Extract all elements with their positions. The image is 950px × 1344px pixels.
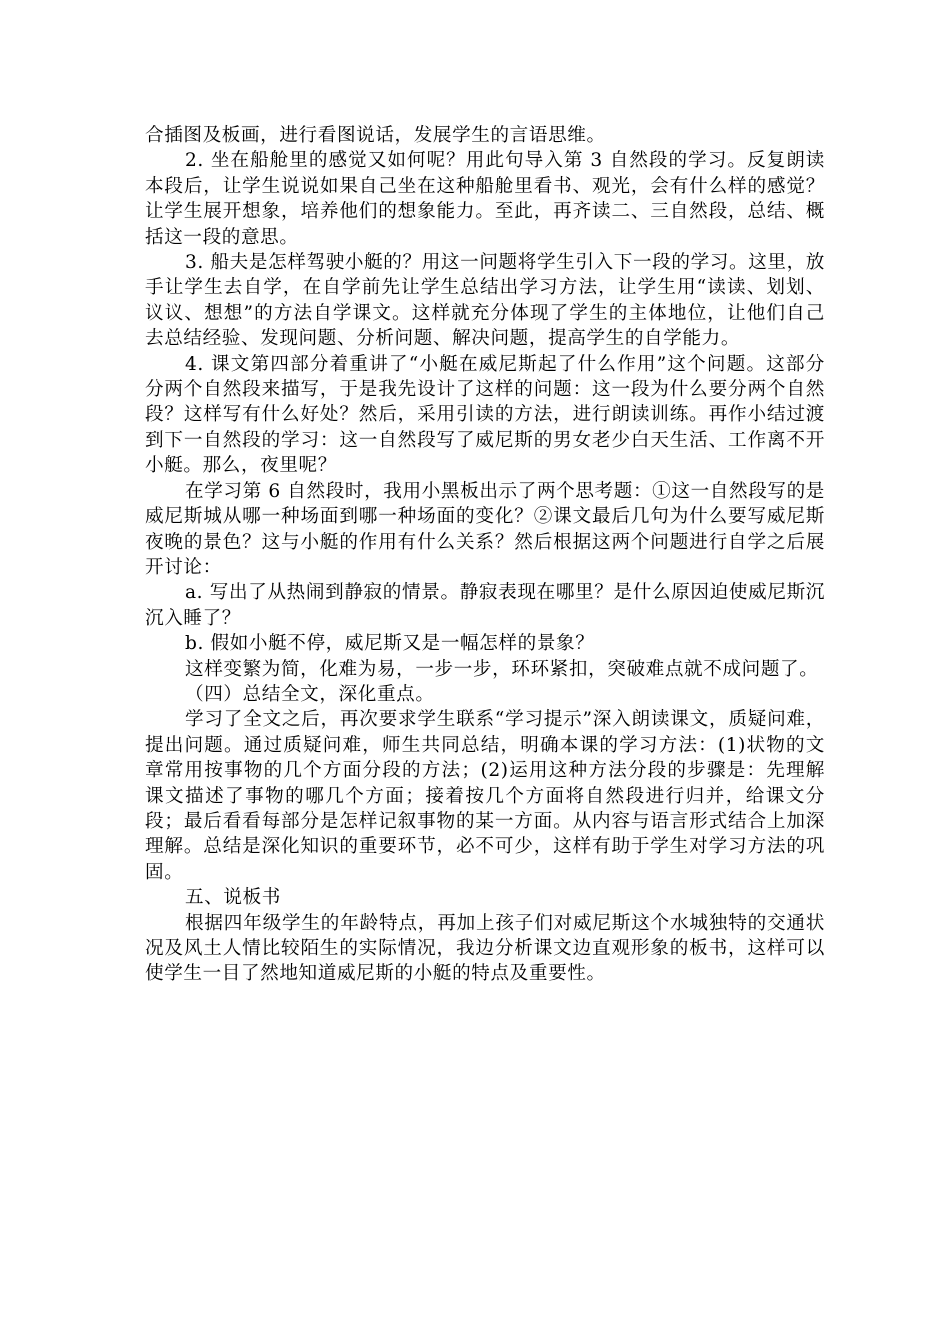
paragraph-summary: 这样变繁为简，化难为易，一步一步，环环紧扣，突破难点就不成问题了。 bbox=[185, 658, 819, 680]
paragraph-full-text-summary: 学习了全文之后，再次要求学生联系“学习提示”深入朗读课文，质疑问难，提出问题。通过质疑问难，师生共同总结，明确本课的学习方法：(1)状物的文章常用按事物的几个方面分段的方法；(2)运用这种方法分段的步骤是：先理解课文描述了事物的哪几个方面；接着按几个方面将自然段进行归并，给课文分段；最后看看每部分是怎样记叙事物的某一方面。从内容与语言形式结合上加深理解。总结是深化知识的重要环节，必不可少，这样有助于学生对学习方法的巩固。 bbox=[145, 709, 825, 883]
paragraph-blackboard: 根据四年级学生的年龄特点，再加上孩子们对威尼斯这个水城独特的交通状况及风土人情比较陌生的实际情况，我边分析课文边直观形象的板书，这样可以使学生一目了然地知道威尼斯的小艇的特点及重要性。 bbox=[145, 912, 825, 985]
paragraph-point-2: 2. 坐在船舱里的感觉又如何呢？用此句导入第 3 自然段的学习。反复朗读本段后，让学生说说如果自己坐在这种船舱里看书、观光，会有什么样的感觉？让学生展开想象，培养他们的想象能力。至此，再齐读二、三自然段，总结、概括这一段的意思。 bbox=[145, 150, 825, 248]
paragraph-point-3: 3. 船夫是怎样驾驶小艇的？用这一问题将学生引入下一段的学习。这里，放手让学生去自学，在自学前先让学生总结出学习方法，让学生用“读读、划划、议议、想想”的方法自学课文。这样就充分体现了学生的主体地位，让他们自己去总结经验、发现问题、分析问题、解决问题，提高学生的自学能力。 bbox=[145, 252, 825, 350]
paragraph-section-6: 在学习第 6 自然段时，我用小黑板出示了两个思考题：①这一自然段写的是威尼斯城从哪一种场面到哪一种场面的变化？②课文最后几句为什么要写威尼斯夜晚的景色？这与小艇的作用有什么关系？然后根据这两个问题进行自学之后展开讨论： bbox=[145, 480, 825, 578]
paragraph-item-a: a. 写出了从热闹到静寂的情景。静寂表现在哪里？是什么原因迫使威尼斯沉沉入睡了？ bbox=[145, 582, 825, 629]
paragraph-item-b: b. 假如小艇不停，威尼斯又是一幅怎样的景象？ bbox=[185, 633, 595, 655]
paragraph-point-4: 4. 课文第四部分着重讲了“小艇在威尼斯起了什么作用”这个问题。这部分分两个自然段来描写，于是我先设计了这样的问题：这一段为什么要分两个自然段？这样写有什么好处？然后，采用引读的方法，进行朗读训练。再作小结过渡到下一自然段的学习：这一自然段写了威尼斯的男女老少白天生活、工作离不开小艇。那么，夜里呢？ bbox=[145, 353, 825, 477]
document-page bbox=[145, 123, 825, 987]
paragraph-continuation: 合插图及板画，进行看图说话，发展学生的言语思维。 bbox=[145, 125, 606, 146]
section-heading-four: （四）总结全文，深化重点。 bbox=[185, 683, 435, 705]
section-heading-five: 五、说板书 bbox=[185, 887, 281, 909]
